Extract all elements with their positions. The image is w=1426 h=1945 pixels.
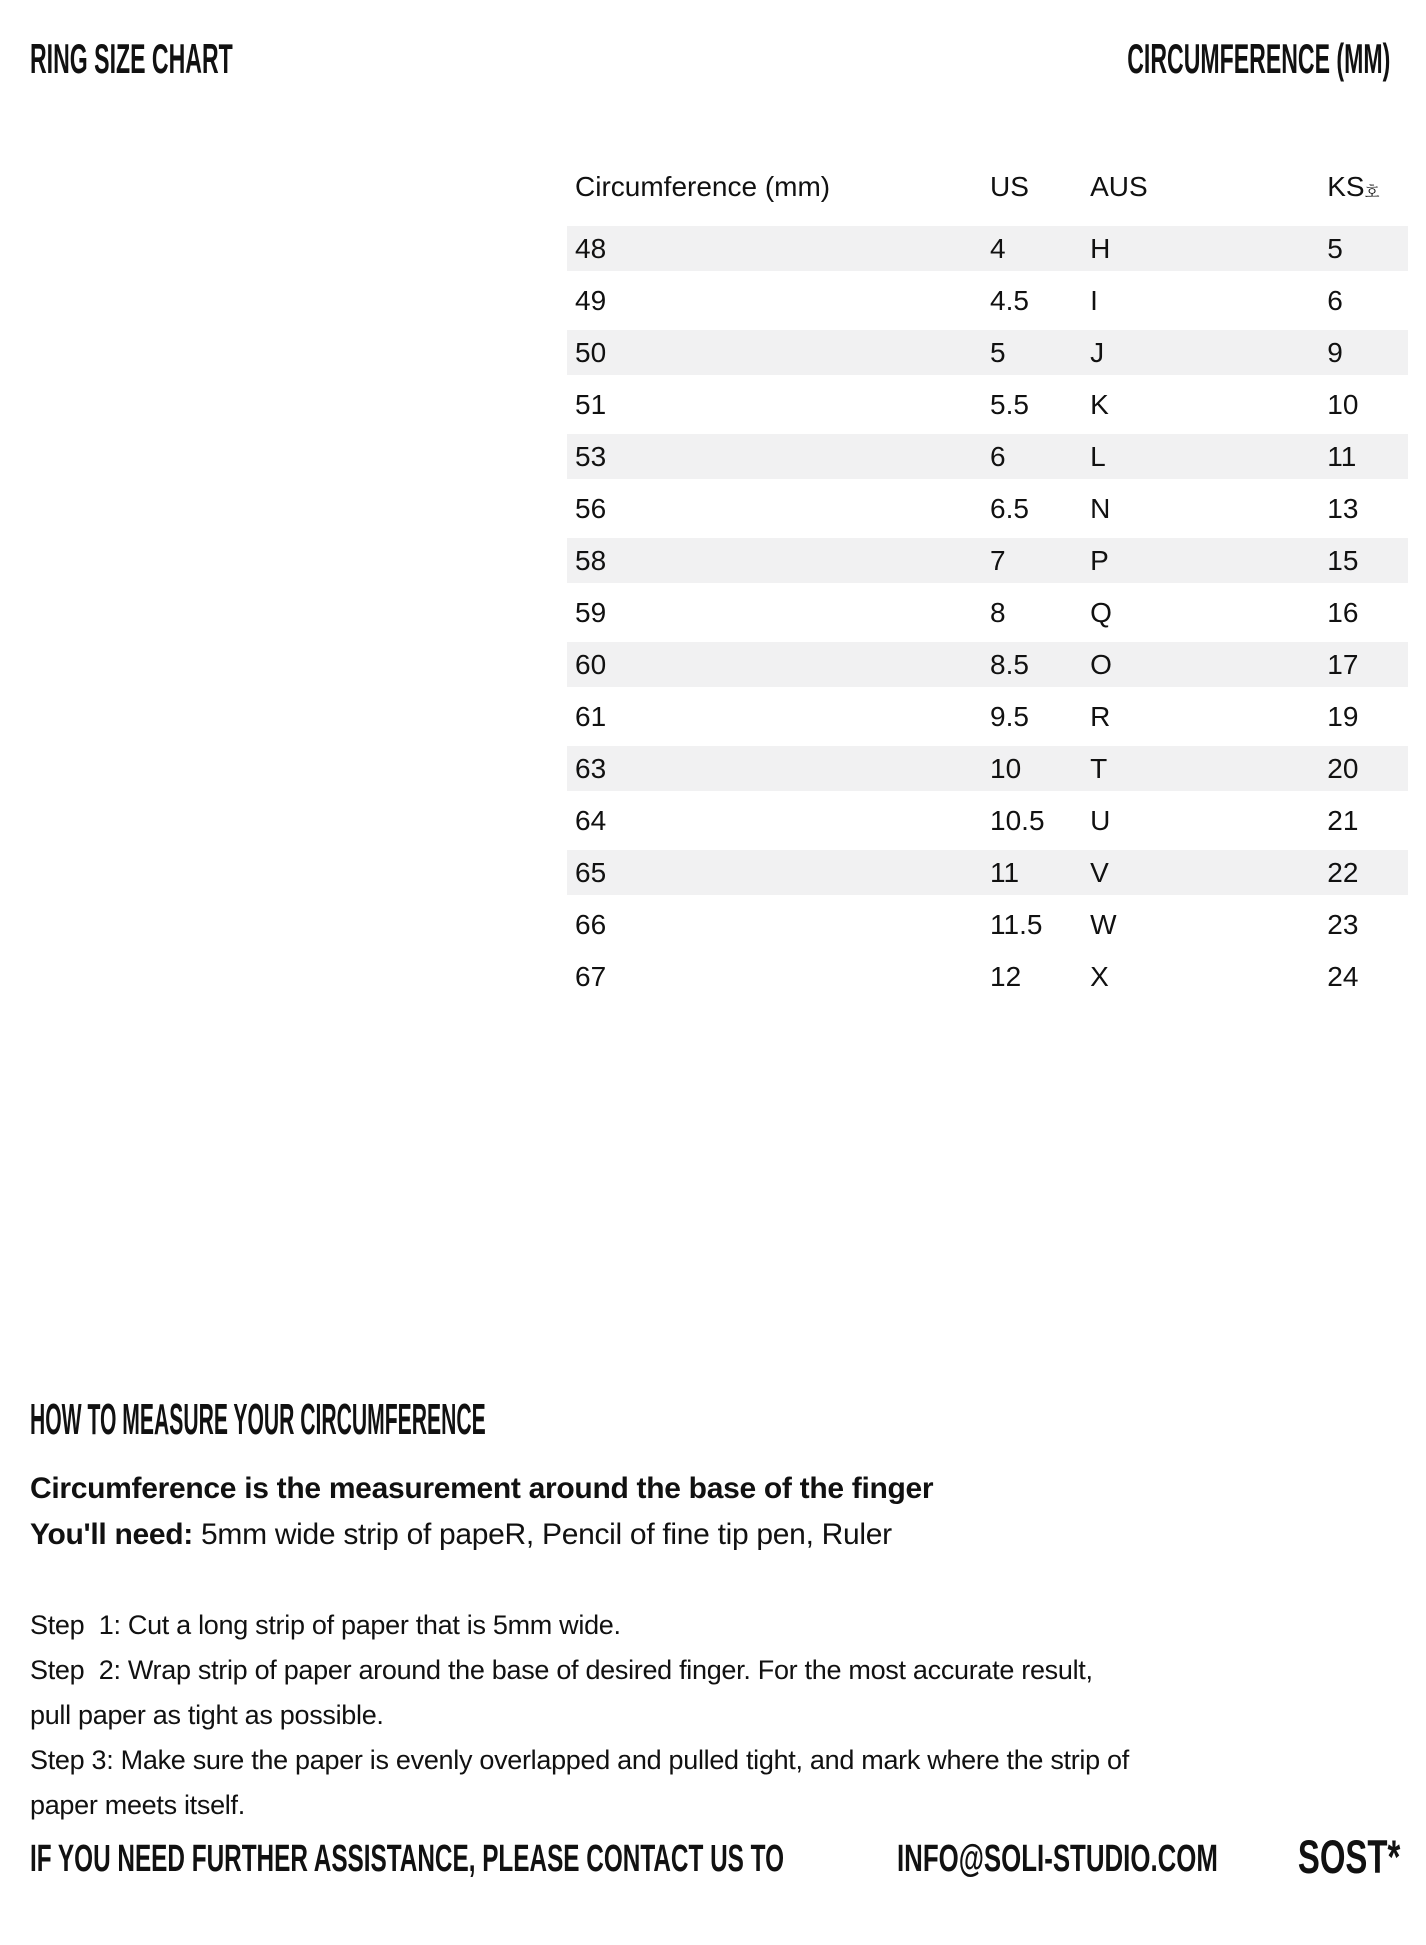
cell-aus: V — [1090, 856, 1109, 888]
table-row — [567, 275, 1408, 327]
brand-logo: SOST* — [1297, 1830, 1400, 1883]
step-line: paper meets itself. — [30, 1790, 245, 1820]
ks-subscript: 호 — [1364, 184, 1380, 202]
cell-aus: I — [1090, 285, 1098, 316]
cell-circumference: 53 — [575, 440, 607, 472]
how-to-section — [30, 1395, 1129, 1828]
cell-aus: L — [1090, 440, 1106, 472]
column-header-circumference: Circumference (mm) — [575, 171, 831, 202]
cell-ks: 24 — [1327, 961, 1359, 992]
footer-contact-email: INFO@SOLI-STUDIO.COM — [897, 1838, 1218, 1880]
cell-ks: 10 — [1327, 389, 1359, 420]
ks-label: KS — [1327, 171, 1365, 202]
cell-aus: X — [1090, 961, 1109, 992]
cell-aus: J — [1090, 336, 1105, 368]
cell-circumference: 65 — [575, 856, 607, 888]
table-row — [567, 327, 1408, 379]
cell-circumference: 67 — [575, 961, 607, 992]
table-row — [567, 639, 1408, 691]
cell-circumference: 63 — [575, 752, 607, 784]
page-subtitle-circumference: CIRCUMFERENCE (MM) — [1126, 35, 1390, 82]
step-line: Step 3: Make sure the paper is evenly overlapped and pulled tight, and mark where the strip of — [30, 1745, 1129, 1775]
cell-circumference: 59 — [575, 597, 607, 628]
how-to-intro — [30, 1466, 1129, 1558]
table-header-row — [567, 167, 1408, 207]
cell-circumference: 49 — [575, 285, 607, 316]
cell-aus: W — [1090, 909, 1117, 940]
need-items: 5mm wide strip of papeR, Pencil of fine tip pen, Ruler — [192, 1518, 892, 1551]
cell-circumference: 56 — [575, 493, 607, 524]
cell-ks: 9 — [1327, 336, 1343, 368]
table-row — [567, 795, 1408, 847]
table-row — [567, 379, 1408, 431]
table-row — [567, 847, 1408, 899]
cell-ks: 23 — [1327, 909, 1359, 940]
cell-ks: 19 — [1327, 701, 1359, 732]
intro-bold-line: Circumference is the measurement around the base of the finger — [30, 1472, 934, 1505]
cell-circumference: 58 — [575, 544, 607, 576]
cell-circumference: 48 — [575, 232, 607, 264]
column-header-aus: AUS — [1090, 171, 1148, 202]
cell-us: 11.5 — [990, 909, 1043, 940]
cell-aus: H — [1090, 232, 1111, 264]
cell-us: 4.5 — [990, 285, 1029, 316]
table-row — [567, 743, 1408, 795]
cell-aus: K — [1090, 389, 1109, 420]
cell-ks: 17 — [1327, 648, 1359, 680]
cell-aus: T — [1090, 752, 1108, 784]
table-row — [567, 483, 1408, 535]
cell-circumference: 61 — [575, 701, 607, 732]
cell-ks: 11 — [1327, 440, 1357, 472]
cell-us: 5 — [990, 336, 1006, 368]
cell-ks: 16 — [1327, 597, 1359, 628]
cell-us: 11 — [990, 856, 1020, 888]
cell-ks: 13 — [1327, 493, 1359, 524]
cell-circumference: 64 — [575, 805, 607, 836]
column-header-ks — [1327, 171, 1408, 203]
need-label: You'll need: — [30, 1518, 193, 1551]
cell-us: 9.5 — [990, 701, 1029, 732]
table-row — [567, 587, 1408, 639]
table-row — [567, 691, 1408, 743]
table-row — [567, 223, 1408, 275]
cell-us: 8.5 — [990, 648, 1029, 680]
size-table-body — [567, 223, 1408, 1003]
cell-circumference: 50 — [575, 336, 607, 368]
cell-ks: 21 — [1327, 805, 1359, 836]
cell-aus: P — [1090, 544, 1109, 576]
cell-us: 5.5 — [990, 389, 1029, 420]
step-line: pull paper as tight as possible. — [30, 1700, 384, 1730]
cell-us: 8 — [990, 597, 1006, 628]
step-line: Step 1: Cut a long strip of paper that is 5mm wide. — [30, 1610, 621, 1640]
cell-ks: 15 — [1327, 544, 1359, 576]
cell-ks: 6 — [1327, 285, 1343, 316]
cell-aus: Q — [1090, 597, 1112, 628]
cell-circumference: 51 — [575, 389, 607, 420]
cell-aus: R — [1090, 701, 1111, 732]
how-to-steps — [30, 1603, 1129, 1828]
page-title: RING SIZE CHART — [30, 35, 233, 82]
cell-circumference: 60 — [575, 648, 607, 680]
step-line: Step 2: Wrap strip of paper around the base of desired finger. For the most accurate result, — [30, 1655, 1093, 1685]
cell-aus: U — [1090, 805, 1111, 836]
column-header-us: US — [990, 171, 1029, 202]
how-to-heading: HOW TO MEASURE YOUR CIRCUMFERENCE — [30, 1395, 486, 1444]
cell-ks: 5 — [1327, 232, 1343, 264]
cell-circumference: 66 — [575, 909, 607, 940]
ring-size-table — [567, 167, 1408, 1003]
cell-us: 12 — [990, 961, 1022, 992]
cell-aus: N — [1090, 493, 1111, 524]
cell-us: 4 — [990, 232, 1006, 264]
cell-us: 6.5 — [990, 493, 1029, 524]
table-row — [567, 535, 1408, 587]
cell-us: 7 — [990, 544, 1006, 576]
table-row — [567, 899, 1408, 951]
table-row — [567, 431, 1408, 483]
cell-ks: 22 — [1327, 856, 1359, 888]
cell-us: 10.5 — [990, 805, 1045, 836]
footer-assistance-text: IF YOU NEED FURTHER ASSISTANCE, PLEASE CONTACT US TO — [30, 1838, 784, 1880]
cell-us: 6 — [990, 440, 1006, 472]
cell-ks: 20 — [1327, 752, 1359, 784]
cell-us: 10 — [990, 752, 1022, 784]
table-row — [567, 951, 1408, 1003]
you-will-need-line — [30, 1512, 1129, 1558]
cell-aus: O — [1090, 648, 1112, 680]
